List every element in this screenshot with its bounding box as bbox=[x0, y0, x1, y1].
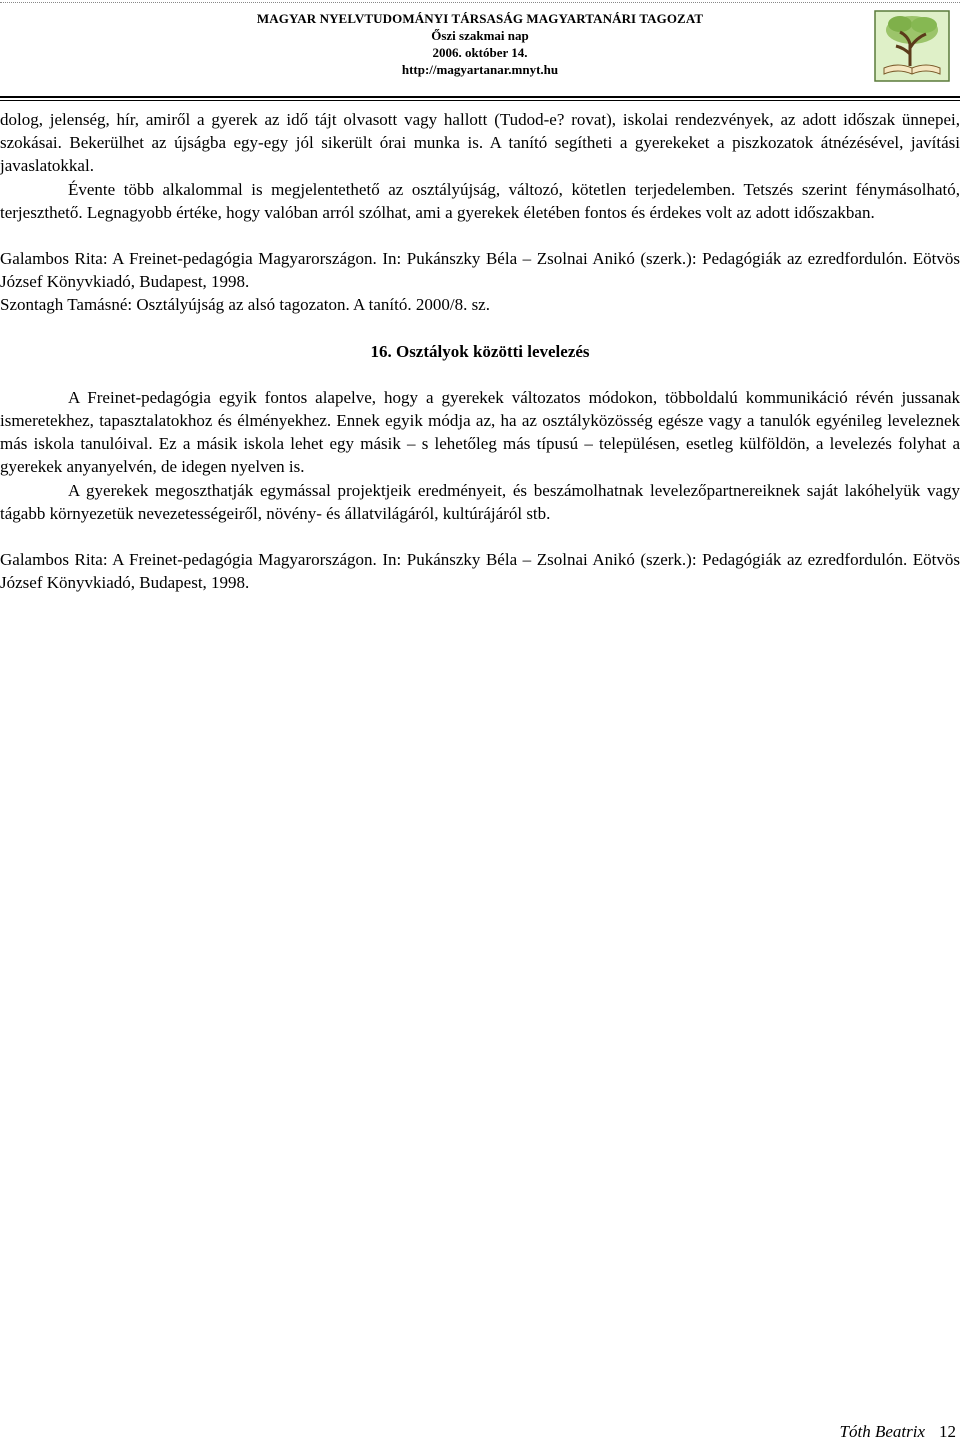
header-url[interactable]: http://magyartanar.mnyt.hu bbox=[401, 62, 559, 77]
paragraph: A gyerekek megoszthatják egymással projektjeik eredményeit, és beszámolhatnak levelezőpartnereiknek saját lakóhelyük vagy tágabb környezetük nevezetességeiről, növény- és állatvilágáról, kultúrájáról stb. bbox=[0, 480, 960, 523]
reference: Szontagh Tamásné: Osztályújság az alsó tagozaton. A tanító. 2000/8. sz. bbox=[0, 295, 490, 315]
header-org: MAGYAR NYELVTUDOMÁNYI TÁRSASÁG MAGYARTANÁRI TAGOZAT bbox=[256, 11, 704, 26]
header-rule bbox=[0, 96, 960, 98]
footer-author: Tóth Beatrix bbox=[839, 1422, 925, 1441]
page-header bbox=[0, 10, 960, 78]
paragraph: A Freinet-pedagógia egyik fontos alapelve, hogy a gyerekek változatos módokon, többoldalú kommunikáció révén jussanak ismeretekhez, tapasztalatokhoz és élményekhez. Ennek egyik módja az, ha az osztályközösség egésze vagy a tanulók egyénileg leveleznek más iskola tanulóival. Ez a másik iskola lehet egy másik – s lehetőleg más típusú – településen, esetleg külföldön, a levelezés folyhat a gyerekek anyanyelvén, de idegen nyelven is. bbox=[0, 387, 960, 477]
reference: Galambos Rita: A Freinet-pedagógia Magyarországon. In: Pukánszky Béla – Zsolnai Anikó (szerk.): Pedagógiák az ezredfordulón. Eötvös József Könyvkiadó, Budapest, 1998. bbox=[0, 249, 960, 292]
header-rule-thin bbox=[0, 100, 960, 101]
header-date: 2006. október 14. bbox=[432, 45, 528, 60]
page-number: 12 bbox=[939, 1422, 956, 1441]
header-event: Őszi szakmai nap bbox=[431, 28, 529, 43]
paragraph: dolog, jelenség, hír, amiről a gyerek az idő tájt olvasott vagy hallott (Tudod-e? rovat), iskolai rendezvények, az adott időszak ünnepei, szokásai. Bekerülhet az újságba egy-egy jól sikerült órai munka is. A tanító segítheti a gyerekeket a piszkozatok átnézésével, javítási javaslatokkal. bbox=[0, 110, 960, 176]
tree-book-logo-icon bbox=[874, 10, 950, 82]
paragraph: Évente több alkalommal is megjelentethető az osztályújság, változó, kötetlen terjedelemben. Tetszés szerint fénymásolható, terjeszthető. Legnagyobb értéke, hogy valóban arról szólhat, ami a gyerekek életében fontos és érdekes volt az adott időszakban. bbox=[0, 179, 960, 222]
document-body bbox=[0, 108, 960, 594]
reference: Galambos Rita: A Freinet-pedagógia Magyarországon. In: Pukánszky Béla – Zsolnai Anikó (szerk.): Pedagógiák az ezredfordulón. Eötvös József Könyvkiadó, Budapest, 1998. bbox=[0, 550, 960, 593]
page-footer bbox=[840, 1422, 956, 1442]
top-dotted-rule bbox=[0, 2, 960, 3]
section-heading: 16. Osztályok közötti levelezés bbox=[370, 341, 590, 361]
